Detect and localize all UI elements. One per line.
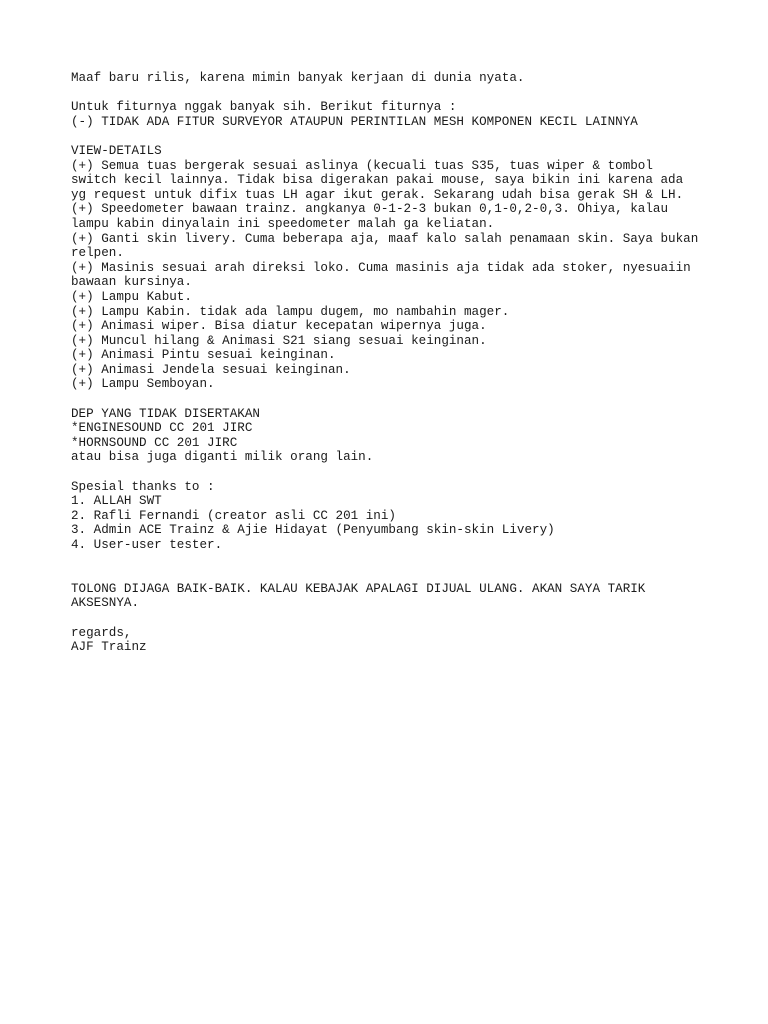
feature-line: yg request untuk difix tuas LH agar ikut gerak. Sekarang udah bisa gerak SH & LH. (71, 187, 684, 202)
feature-line: (+) Muncul hilang & Animasi S21 siang sesuai keinginan. (71, 333, 487, 348)
features-intro-line: Untuk fiturnya nggak banyak sih. Berikut fiturnya : (71, 100, 457, 115)
spacer (71, 129, 731, 144)
spacer (71, 392, 731, 407)
warning-line: TOLONG DIJAGA BAIK-BAIK. KALAU KEBAJAK APALAGI DIJUAL ULANG. AKAN SAYA TARIK (71, 581, 646, 596)
feature-line: (+) Lampu Kabin. tidak ada lampu dugem, mo nambahin mager. (71, 304, 510, 319)
signature-line: AJF Trainz (71, 640, 147, 655)
feature-line: (+) Masinis sesuai arah direksi loko. Cuma masinis aja tidak ada stoker, nyesuaiin (71, 260, 691, 275)
feature-line: switch kecil lainnya. Tidak bisa digerakan pakai mouse, saya bikin ini karena ada (71, 173, 684, 188)
dependency-line: *ENGINESOUND CC 201 JIRC (71, 421, 253, 436)
thanks-line: 2. Rafli Fernandi (creator asli CC 201 ini) (71, 508, 396, 523)
spacer (71, 465, 731, 480)
feature-line: (+) Semua tuas bergerak sesuai aslinya (kecuali tuas S35, tuas wiper & tombol (71, 158, 653, 173)
feature-line: (+) Animasi Jendela sesuai keinginan. (71, 362, 351, 377)
thanks-heading: Spesial thanks to : (71, 479, 215, 494)
feature-line: (+) Ganti skin livery. Cuma beberapa aja, maaf kalo salah penamaan skin. Saya bukan (71, 231, 699, 246)
feature-line: relpen. (71, 246, 124, 261)
no-surveyor-line: (-) TIDAK ADA FITUR SURVEYOR ATAUPUN PERINTILAN MESH KOMPONEN KECIL LAINNYA (71, 114, 638, 129)
document-page (71, 71, 731, 655)
regards-line: regards, (71, 625, 132, 640)
warning-line: AKSESNYA. (71, 596, 140, 611)
thanks-line: 4. User-user tester. (71, 538, 223, 552)
dependency-line: *HORNSOUND CC 201 JIRC (71, 435, 238, 450)
intro-line: Maaf baru rilis, karena mimin banyak kerjaan di dunia nyata. (71, 71, 525, 85)
feature-line: bawaan kursinya. (71, 275, 192, 290)
spacer (71, 553, 731, 582)
feature-line: lampu kabin dinyalain ini speedometer malah ga keliatan. (71, 216, 495, 231)
feature-line: (+) Speedometer bawaan trainz. angkanya 0-1-2-3 bukan 0,1-0,2-0,3. Ohiya, kalau (71, 202, 669, 217)
dependencies-heading: DEP YANG TIDAK DISERTAKAN (71, 406, 260, 421)
dependency-line: atau bisa juga diganti milik orang lain. (71, 450, 374, 465)
feature-line: (+) Lampu Kabut. (71, 289, 192, 304)
spacer (71, 86, 731, 101)
feature-line: (+) Lampu Semboyan. (71, 377, 215, 392)
feature-line: (+) Animasi wiper. Bisa diatur kecepatan wipernya juga. (71, 319, 487, 334)
view-details-heading: VIEW-DETAILS (71, 143, 162, 158)
thanks-line: 1. ALLAH SWT (71, 494, 162, 509)
spacer (71, 611, 731, 626)
feature-line: (+) Animasi Pintu sesuai keinginan. (71, 348, 336, 363)
thanks-line: 3. Admin ACE Trainz & Ajie Hidayat (Penyumbang skin-skin Livery) (71, 523, 555, 538)
